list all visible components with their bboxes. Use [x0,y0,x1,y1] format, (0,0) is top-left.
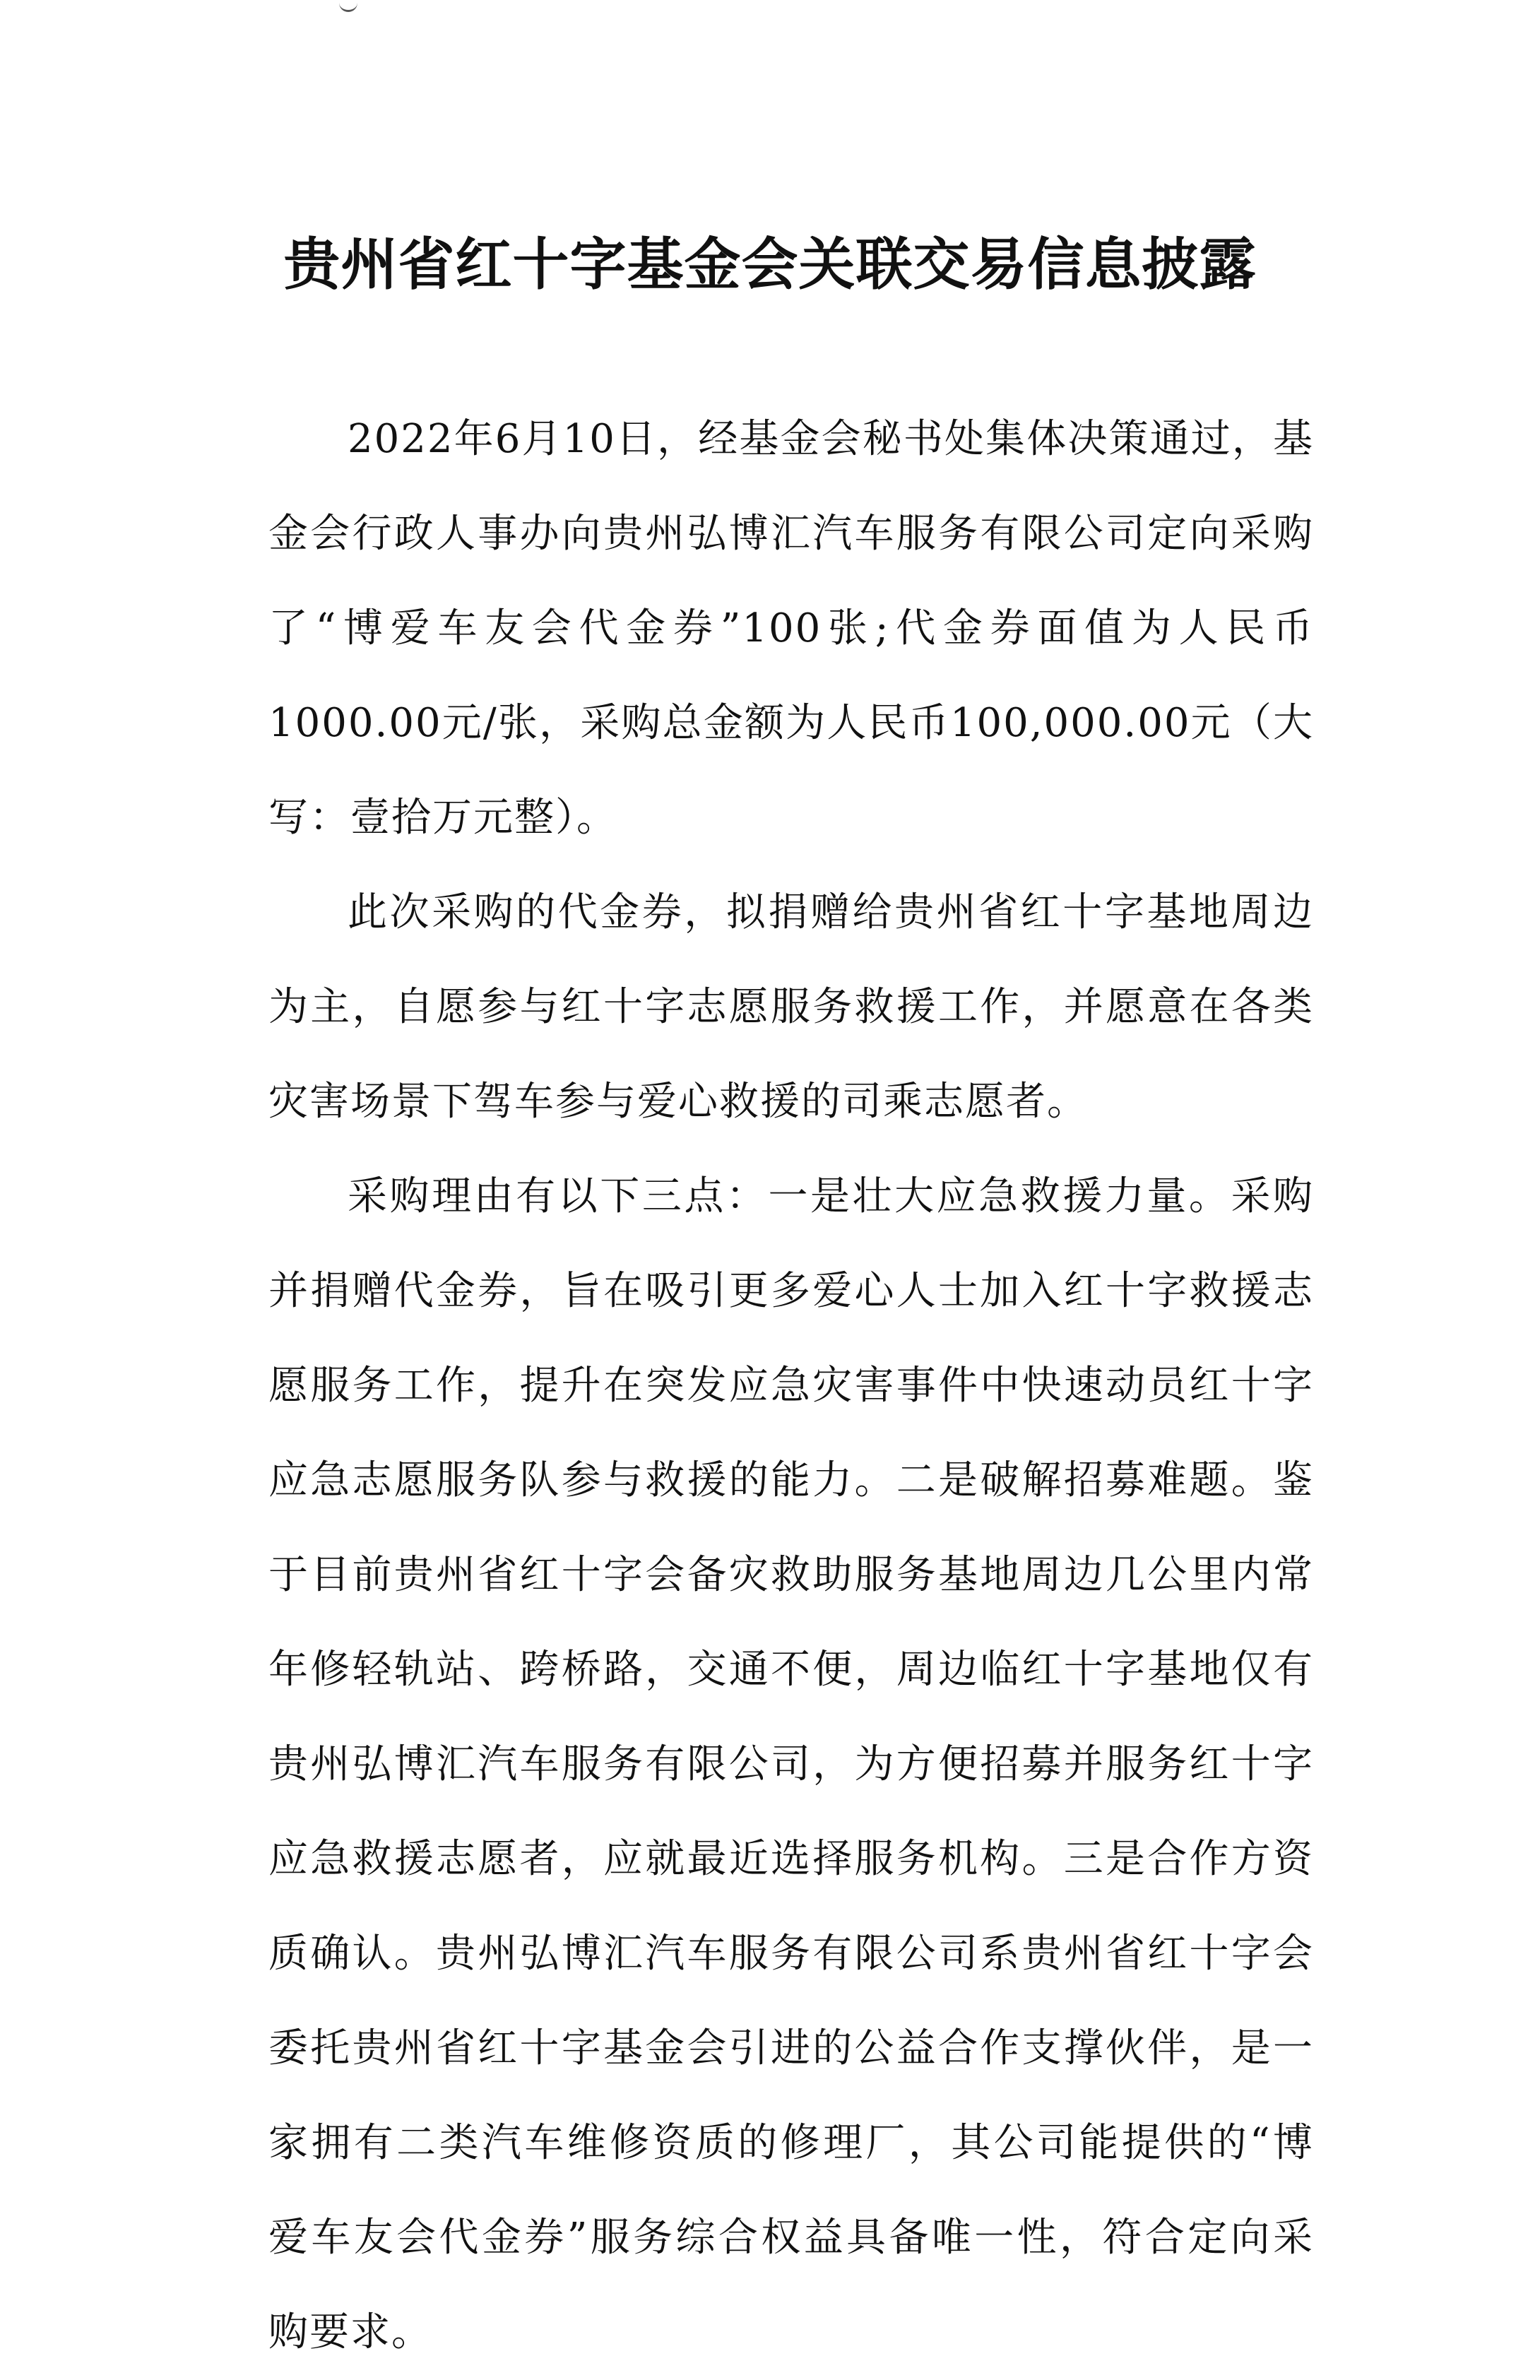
paragraph-reasons: 采购理由有以下三点：一是壮大应急救援力量。采购并捐赠代金券，旨在吸引更多爱心人士加入红十字救援志愿服务工作，提升在突发应急灾害事件中快速动员红十字应急志愿服务队参与救援的能力。二是破解招募难题。鉴于目前贵州省红十字会备灾救助服务基地周边几公里内常年修轻轨站、跨桥路，交通不便，周边临红十字基地仅有贵州弘博汇汽车服务有限公司，为方便招募并服务红十字应急救援志愿者，应就最近选择服务机构。三是合作方资质确认。贵州弘博汇汽车服务有限公司系贵州省红十字会委托贵州省红十字基金会引进的公益合作支撑伙伴，是一家拥有二类汽车维修资质的修理厂，其公司能提供的“博爱车友会代金券”服务综合权益具备唯一性，符合定向采购要求。 [268,1173,1314,2355]
scan-mark [339,1,357,12]
paragraph-purchase: 2022年6月10日，经基金会秘书处集体决策通过，基金会行政人事办向贵州弘博汇汽车服务有限公司定向采购了“博爱车友会代金券”100张;代金券面值为人民币1000.00元/张，采购总金额为人民币100,000.00元（大写：壹拾万元整）。 [268,416,1314,841]
paragraph-recipients: 此次采购的代金券，拟捐赠给贵州省红十字基地周边为主，自愿参与红十字志愿服务救援工作，并愿意在各类灾害场景下驾车参与爱心救援的司乘志愿者。 [268,889,1314,1125]
document-body [268,392,1314,2380]
document-title: 贵州省红十字基金会关联交易信息披露 [283,232,1257,297]
